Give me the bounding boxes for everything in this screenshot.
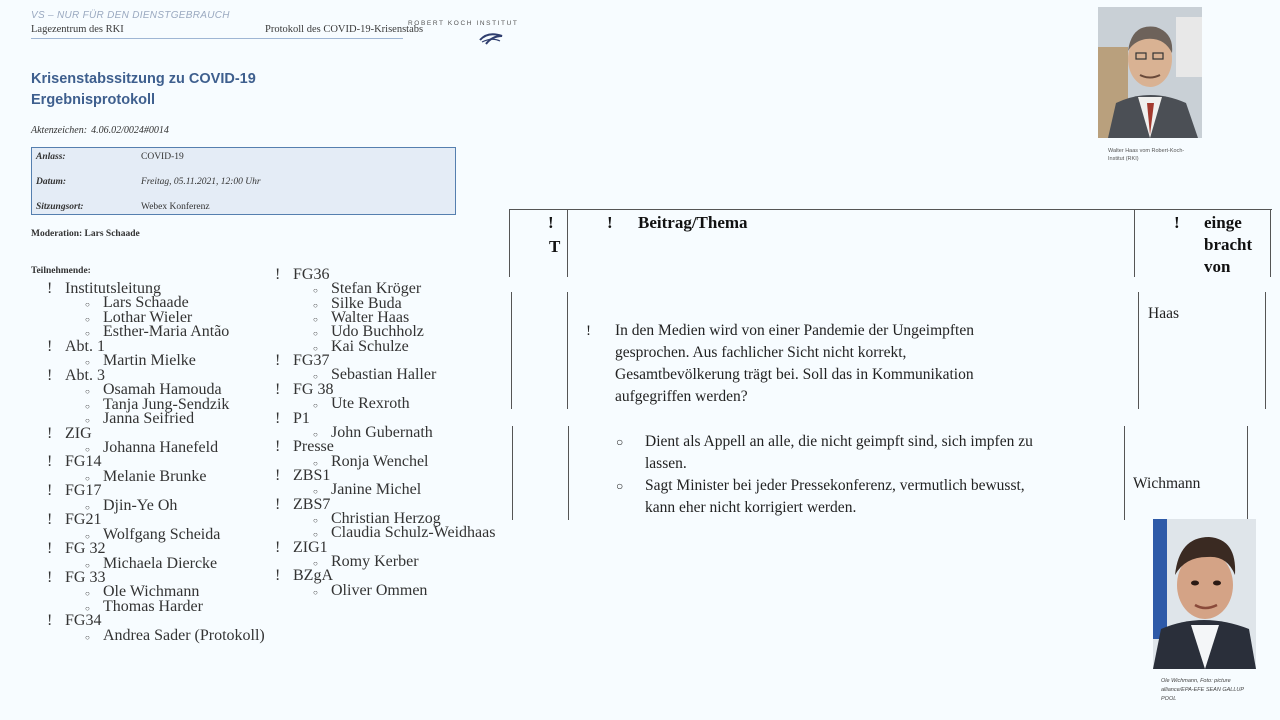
row2-author: Wichmann — [1133, 475, 1201, 492]
circle-bullet-icon: ○ — [313, 343, 318, 353]
group-name: Institutsleitung — [65, 280, 161, 297]
document-title: Krisenstabssitzung zu COVID-19 — [31, 71, 256, 87]
row2-bullet-icon: ○ — [616, 435, 624, 449]
group-name: BZgA — [293, 567, 333, 585]
rki-logo-text: ROBERT KOCH INSTITUT — [408, 20, 519, 27]
participant-name — [85, 323, 229, 341]
ort-value: Webex Konferenz — [141, 202, 210, 212]
participant-name-text: Oliver Ommen — [331, 581, 428, 599]
circle-bullet-icon: ○ — [85, 589, 90, 599]
circle-bullet-icon: ○ — [313, 587, 318, 597]
text-line: lassen. — [645, 455, 687, 472]
circle-bullet-icon: ○ — [313, 515, 318, 525]
participant-name-text: Christian Herzog — [331, 509, 441, 527]
circle-bullet-icon: ○ — [85, 473, 90, 483]
participant-name-text: Ronja Wenchel — [331, 452, 429, 470]
bullet-icon: ! — [275, 380, 281, 398]
table-border — [1265, 292, 1266, 409]
datum-label: Datum: — [36, 177, 67, 187]
participant-name-text: Romy Kerber — [331, 553, 419, 570]
participant-name — [85, 598, 203, 616]
participant-name-text: John Gubernath — [331, 423, 433, 441]
bullet-icon: ! — [47, 424, 53, 442]
col-author-header-3: von — [1204, 257, 1231, 276]
row2-item-1 — [645, 431, 1120, 475]
table-border — [509, 209, 510, 277]
circle-bullet-icon: ○ — [85, 502, 90, 512]
participants-column-2 — [275, 266, 496, 606]
circle-bullet-icon: ○ — [85, 531, 90, 541]
moderation: Moderation: Lars Schaade — [31, 229, 140, 239]
participant-name — [85, 468, 207, 486]
circle-bullet-icon: ○ — [85, 560, 90, 570]
table-top-rule — [509, 209, 1272, 210]
group-name: Abt. 3 — [65, 366, 105, 384]
col-nr-mark: ! — [548, 213, 554, 232]
row1-author: Haas — [1148, 305, 1179, 322]
row2-bullet-icon: ○ — [616, 479, 624, 493]
photo2-caption: Ole Wichmann, Foto: picture alliance/EPA-EFE SEAN GALLUP POOL — [1161, 678, 1244, 702]
circle-bullet-icon: ○ — [313, 401, 318, 411]
group-name: FG21 — [65, 511, 102, 529]
group-name: Abt. 1 — [65, 337, 105, 355]
classification-mark: VS – NUR FÜR DEN DIENSTGEBRAUCH — [31, 10, 230, 21]
circle-bullet-icon: ○ — [313, 458, 318, 468]
circle-bullet-icon: ○ — [313, 300, 318, 310]
circle-bullet-icon: ○ — [85, 300, 90, 310]
table-border — [1134, 209, 1135, 277]
bullet-icon: ! — [47, 366, 53, 384]
table-border — [1138, 292, 1139, 409]
circle-bullet-icon: ○ — [313, 559, 318, 568]
group-name: ZIG — [65, 424, 92, 442]
group-name: ZBS7 — [293, 495, 331, 513]
participant-name-text: Kai Schulze — [331, 337, 409, 355]
participants-label: Teilnehmende: — [31, 266, 91, 276]
row2-item-2 — [645, 475, 1120, 519]
circle-bullet-icon: ○ — [313, 372, 318, 382]
aktenzeichen — [31, 125, 169, 136]
aktenzeichen-value: 4.06.02/0024#0014 — [91, 125, 169, 136]
group-name: FG 33 — [65, 569, 106, 586]
col-author-mark: ! — [1174, 213, 1180, 232]
participant-name-text: Djin-Ye Oh — [103, 496, 178, 514]
table-border — [1270, 209, 1271, 277]
circle-bullet-icon: ○ — [313, 487, 318, 497]
col-thema-mark: ! — [607, 213, 613, 232]
header-rule — [31, 38, 403, 39]
circle-bullet-icon: ○ — [313, 315, 318, 325]
text-line: In den Medien wird von einer Pandemie der Ungeimpften — [615, 322, 974, 339]
row1-text — [615, 320, 1115, 408]
group-name: Presse — [293, 438, 334, 456]
bullet-icon: ! — [275, 438, 281, 456]
table-border — [1247, 426, 1248, 520]
participant-name-text: Lothar Wieler — [103, 308, 193, 326]
bullet-icon: ! — [275, 466, 281, 484]
participants-column-1 — [47, 280, 277, 650]
participant-name — [313, 524, 495, 542]
participant-name-text: Janine Michel — [331, 481, 422, 499]
circle-bullet-icon: ○ — [85, 632, 90, 642]
bullet-icon: ! — [275, 567, 281, 585]
group-name: FG36 — [293, 266, 330, 283]
participant-name-text: Janna Seifried — [103, 410, 195, 428]
participant-name-text: Walter Haas — [331, 309, 410, 327]
circle-bullet-icon: ○ — [313, 286, 318, 296]
circle-bullet-icon: ○ — [85, 314, 90, 324]
bullet-icon: ! — [275, 495, 281, 513]
anlass-label: Anlass: — [36, 152, 66, 162]
group-name: FG34 — [65, 612, 102, 630]
col-author-header-1: einge — [1204, 213, 1242, 232]
circle-bullet-icon: ○ — [85, 401, 90, 411]
bullet-icon: ! — [275, 352, 281, 370]
circle-bullet-icon: ○ — [85, 416, 90, 426]
participant-name — [85, 439, 218, 457]
participant-name-text: Udo Buchholz — [331, 323, 424, 341]
bullet-icon: ! — [275, 266, 281, 283]
cropped-text-fragment — [660, 418, 1020, 424]
participant-name — [313, 395, 410, 413]
header-right: Protokoll des COVID-19-Krisenstabs — [265, 24, 424, 35]
bullet-icon: ! — [47, 569, 53, 586]
circle-bullet-icon: ○ — [313, 530, 318, 540]
text-line: kann eher nicht korrigiert werden. — [645, 499, 857, 516]
col-nr-t: T — [549, 237, 561, 256]
circle-bullet-icon: ○ — [313, 329, 318, 339]
bullet-icon: ! — [47, 453, 53, 471]
bullet-icon: ! — [47, 511, 53, 529]
group-name: ZBS1 — [293, 466, 331, 484]
anlass-value: COVID-19 — [141, 152, 184, 162]
portrait-photo-wichmann — [1153, 519, 1256, 669]
cropped-text-fragment — [646, 288, 816, 294]
bullet-icon: ! — [275, 409, 281, 427]
meeting-info-box — [31, 147, 456, 215]
bullet-icon: ! — [47, 612, 53, 630]
group-name: FG 32 — [65, 540, 106, 558]
group-name: FG37 — [293, 352, 330, 370]
circle-bullet-icon: ○ — [85, 358, 90, 368]
group-name: ZIG1 — [293, 538, 328, 556]
participant-name-text: Ole Wichmann — [103, 583, 200, 601]
text-line: Sagt Minister bei jeder Pressekonferenz, vermutlich bewusst, — [645, 477, 1025, 494]
text-line: Gesamtbevölkerung trägt bei. Soll das in Kommunikation — [615, 366, 974, 383]
participant-group-heading — [275, 410, 310, 428]
table-border — [512, 426, 513, 520]
participant-name-text: Esther-Maria Antão — [103, 323, 230, 341]
text-line: gesprochen. Aus fachlicher Sicht nicht korrekt, — [615, 344, 907, 361]
table-border — [568, 426, 569, 520]
text-line: aufgegriffen werden? — [615, 388, 748, 405]
participant-name — [313, 582, 427, 600]
circle-bullet-icon: ○ — [313, 429, 318, 439]
participant-name-text: Ute Rexroth — [331, 395, 410, 413]
circle-bullet-icon: ○ — [85, 387, 90, 397]
bullet-icon: ! — [47, 482, 53, 500]
participant-name-text: Martin Mielke — [103, 352, 196, 370]
document-subtitle: Ergebnisprotokoll — [31, 92, 156, 108]
participant-name-text: Sebastian Haller — [331, 366, 437, 384]
participant-name-text: Claudia Schulz-Weidhaas — [331, 524, 496, 542]
group-name: FG17 — [65, 482, 102, 500]
portrait-photo-haas — [1098, 7, 1202, 138]
col-thema-header: Beitrag/Thema — [638, 213, 748, 232]
bullet-icon: ! — [47, 540, 53, 558]
rki-logo-icon — [478, 31, 504, 45]
datum-value: Freitag, 05.11.2021, 12:00 Uhr — [141, 177, 261, 187]
aktenzeichen-label: Aktenzeichen: — [31, 125, 88, 136]
participant-name-text: Andrea Sader (Protokoll) — [103, 626, 265, 644]
bullet-icon: ! — [47, 280, 53, 297]
participant-name-text: Thomas Harder — [103, 597, 203, 615]
participant-name-text: Tanja Jung-Sendzik — [103, 395, 230, 413]
participant-name-text: Melanie Brunke — [103, 467, 207, 485]
participant-name — [85, 627, 265, 645]
participant-name-text: Silke Buda — [331, 294, 402, 312]
participant-name-text: Lars Schaade — [103, 294, 189, 312]
participant-name-text: Stefan Kröger — [331, 280, 422, 298]
group-name: FG14 — [65, 453, 102, 471]
circle-bullet-icon: ○ — [85, 444, 90, 454]
text-line: Dient als Appell an alle, die nicht geimpft sind, sich impfen zu — [645, 433, 1033, 450]
participant-name-text: Michaela Diercke — [103, 554, 218, 572]
group-name: FG 38 — [293, 380, 334, 398]
header-left: Lagezentrum des RKI — [31, 24, 124, 35]
circle-bullet-icon: ○ — [85, 329, 90, 339]
participant-name-text: Wolfgang Scheida — [103, 525, 221, 543]
table-border — [1124, 426, 1125, 520]
table-border — [511, 292, 512, 409]
circle-bullet-icon: ○ — [85, 603, 90, 613]
participant-name-text: Johanna Hanefeld — [103, 438, 219, 456]
table-border — [567, 292, 568, 409]
col-author-header-2: bracht — [1204, 235, 1253, 254]
photo1-caption: Walter Haas vom Robert-Koch-Institut (RKI) — [1108, 148, 1185, 162]
bullet-icon: ! — [47, 337, 53, 355]
bullet-icon: ! — [275, 538, 281, 556]
participant-name-text: Osamah Hamouda — [103, 381, 222, 399]
table-border — [567, 209, 568, 277]
group-name: P1 — [293, 409, 310, 427]
row1-bullet-icon: ! — [586, 323, 591, 339]
ort-label: Sitzungsort: — [36, 202, 84, 212]
participant-name — [85, 410, 194, 428]
